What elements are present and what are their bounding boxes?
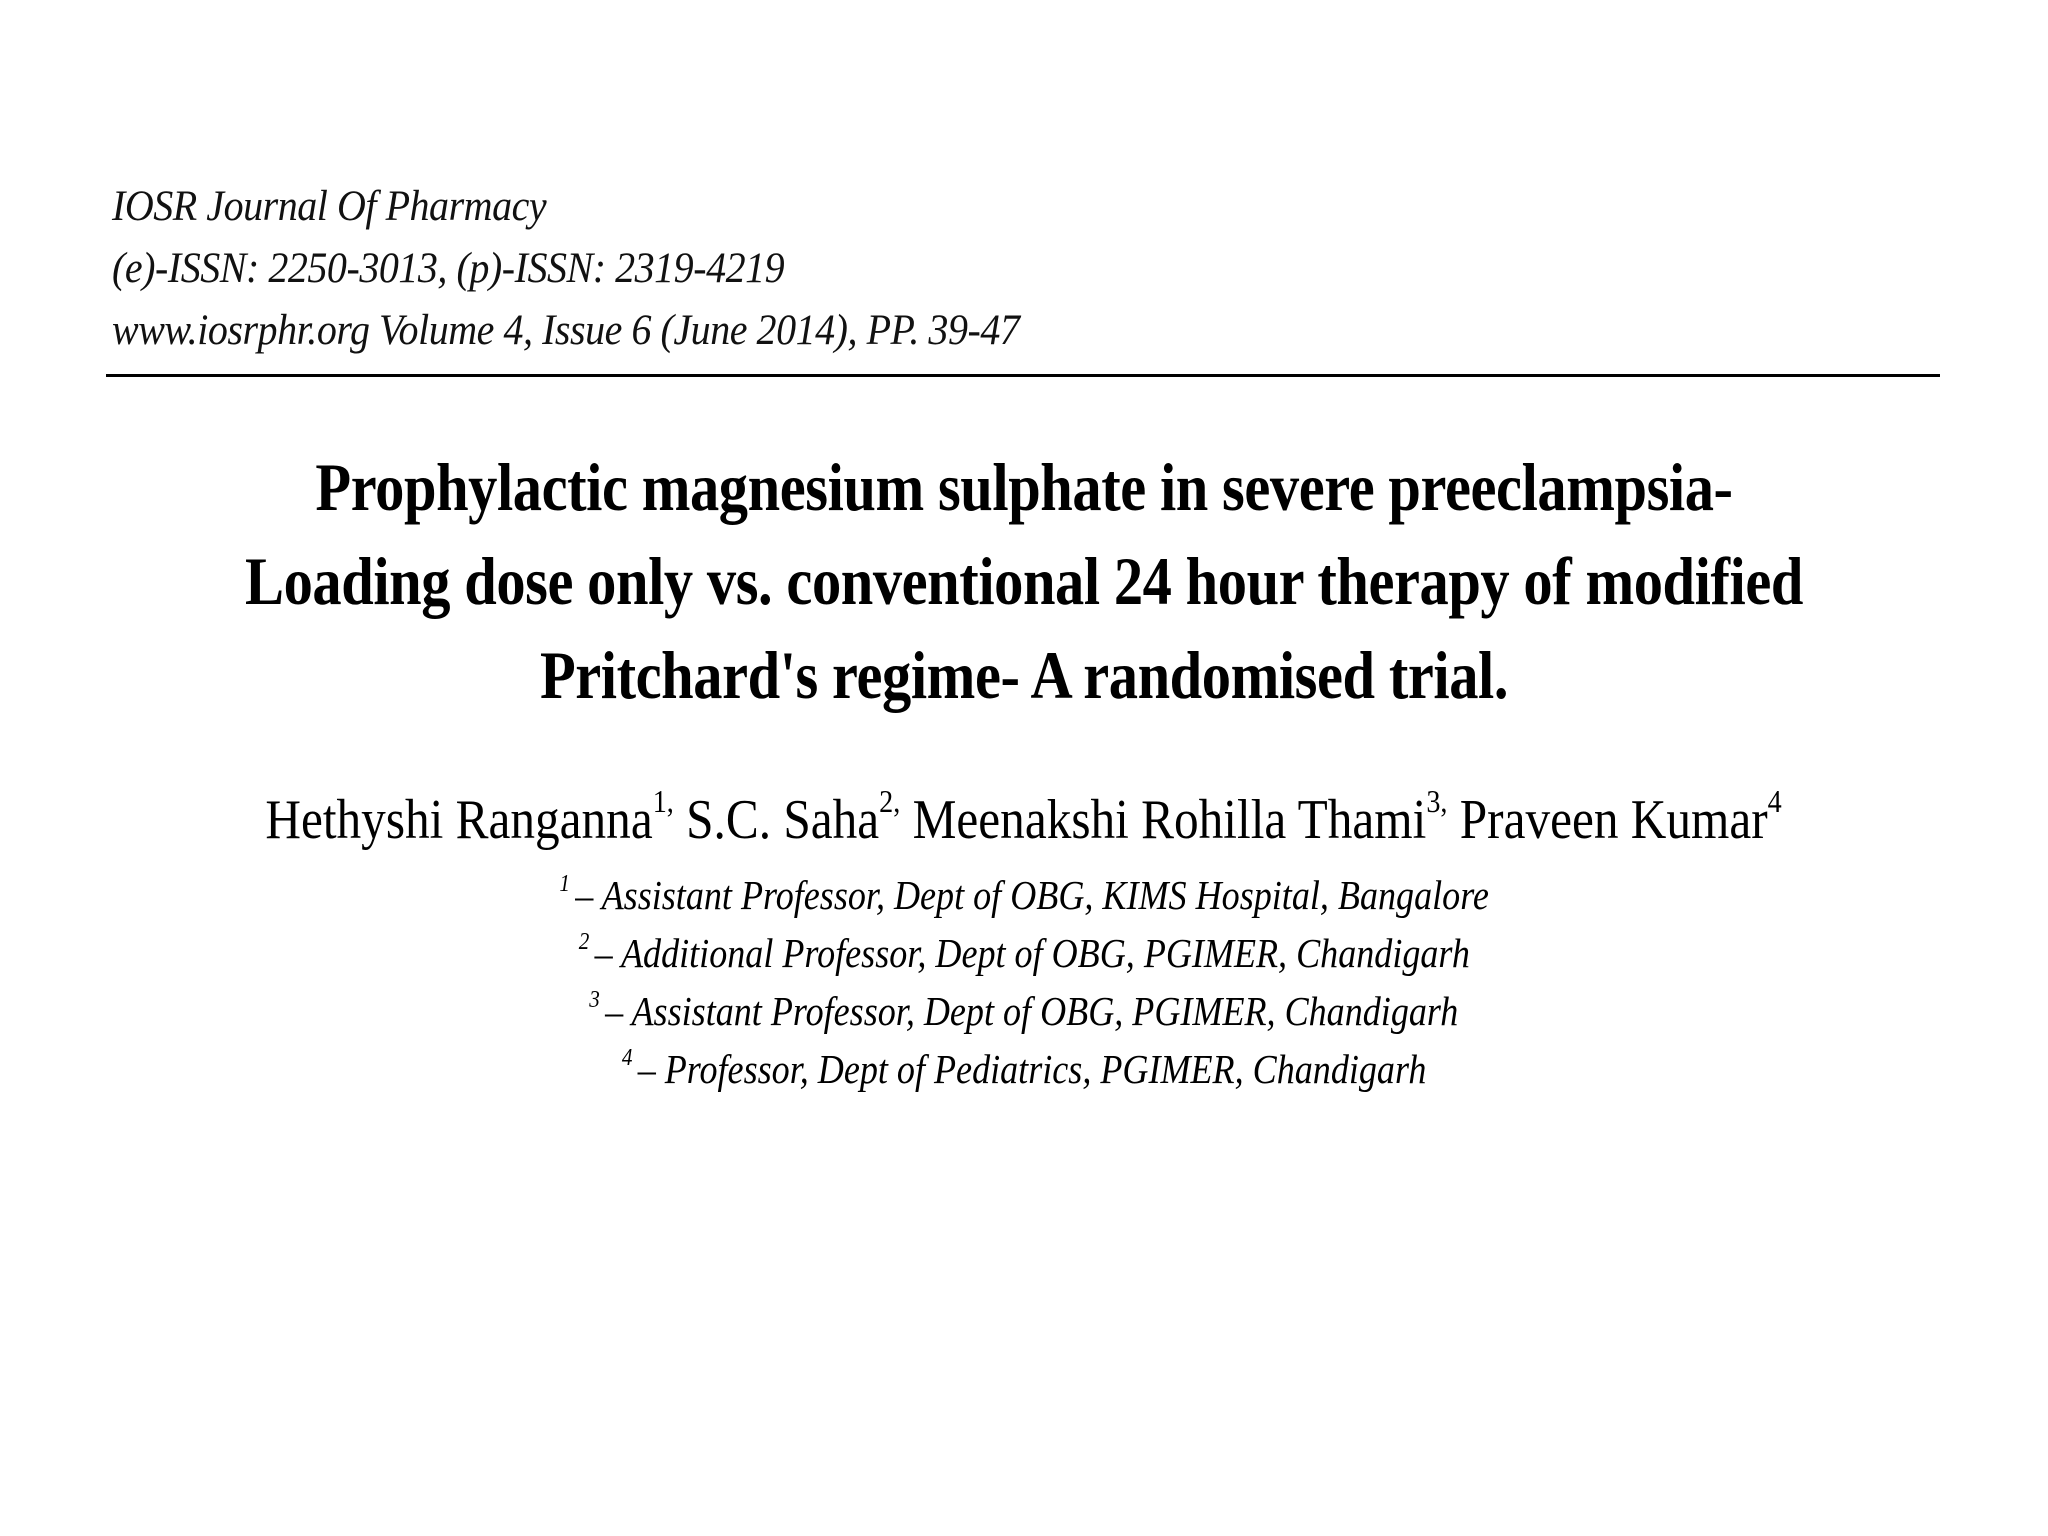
- affiliation-mark: 3: [589, 987, 601, 1013]
- author-mark: 2,: [879, 783, 901, 819]
- affiliation-item: [100, 982, 1948, 1040]
- journal-issn: (e)-ISSN: 2250-3013, (p)-ISSN: 2319-4219: [112, 245, 785, 292]
- author-mark: 4: [1768, 783, 1783, 819]
- author-name: Meenakshi Rohilla Thami: [913, 789, 1427, 851]
- title-line-3: Pritchard's regime- A randomised trial.: [539, 637, 1509, 713]
- affiliation-mark: 4: [621, 1045, 633, 1071]
- journal-header: [112, 176, 1019, 362]
- affiliation-list: [100, 866, 1948, 1098]
- affiliation-mark: 1: [559, 871, 570, 897]
- title-line-2: Loading dose only vs. conventional 24 hour therapy of modified: [245, 543, 1803, 619]
- affiliation-text: – Professor, Dept of Pediatrics, PGIMER, Chandigarh: [637, 1046, 1427, 1092]
- author-mark: 3,: [1426, 783, 1448, 819]
- affiliation-text: – Assistant Professor, Dept of OBG, PGIMER, Chandigarh: [605, 988, 1459, 1034]
- affiliation-mark: 2: [578, 929, 590, 955]
- affiliation-text: – Additional Professor, Dept of OBG, PGIMER, Chandigarh: [594, 930, 1470, 976]
- affiliation-item: [100, 866, 1948, 924]
- author-mark: 1,: [653, 783, 675, 819]
- journal-name: IOSR Journal Of Pharmacy: [112, 183, 547, 230]
- author-name: Hethyshi Ranganna: [265, 789, 654, 851]
- author-name: S.C. Saha: [686, 789, 880, 851]
- author-name: Praveen Kumar: [1460, 789, 1769, 851]
- affiliation-text: – Assistant Professor, Dept of OBG, KIMS Hospital, Bangalore: [575, 872, 1489, 918]
- author-list: [100, 780, 1948, 860]
- header-divider: [106, 374, 1940, 377]
- journal-volume-info: www.iosrphr.org Volume 4, Issue 6 (June 2014), PP. 39-47: [112, 307, 1020, 354]
- title-line-1: Prophylactic magnesium sulphate in severe preeclampsia-: [315, 449, 1733, 525]
- affiliation-item: [100, 1040, 1948, 1098]
- affiliation-item: [100, 924, 1948, 982]
- paper-title: [100, 440, 1948, 722]
